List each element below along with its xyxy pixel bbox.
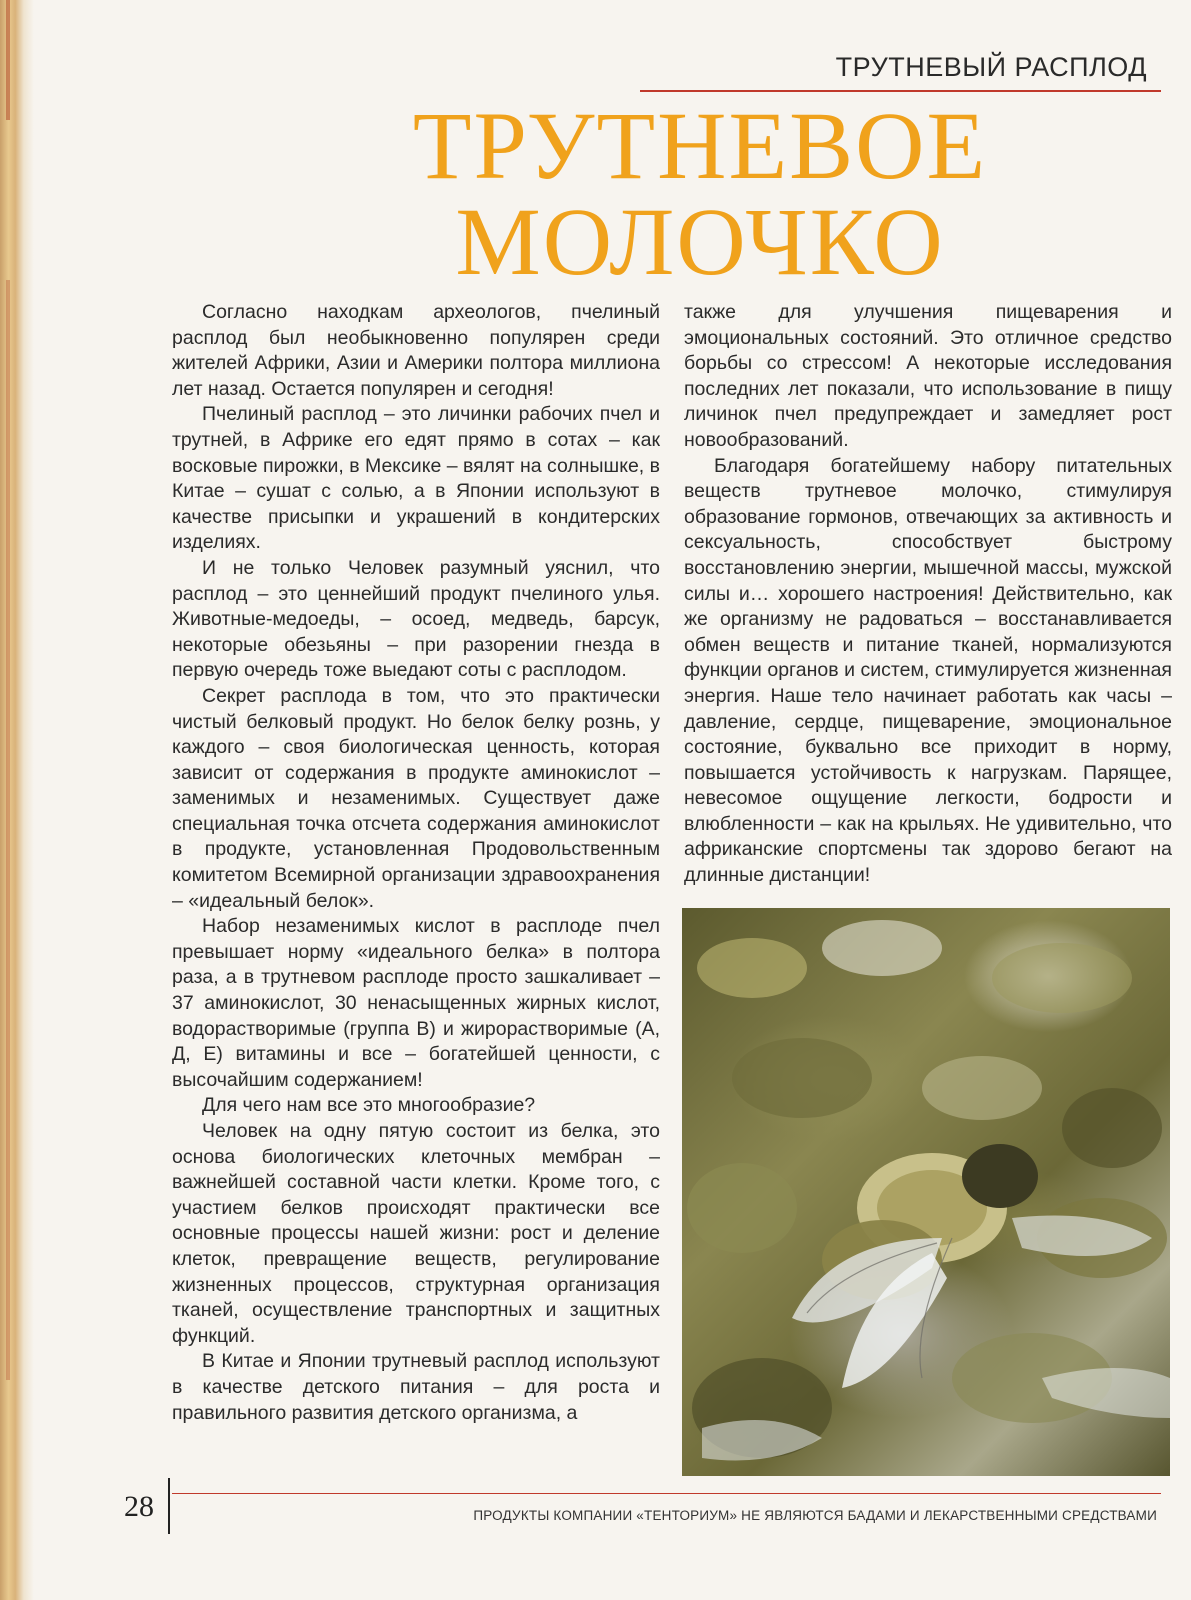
paragraph: В Китае и Японии трутневый расплод используют в качестве детского питания – для роста и правильного развития детского организма, а [172, 1350, 660, 1424]
paragraph: Набор незаменимых кислот в расплоде пчел превышает норму «идеального белка» в полтора раза, а в трутневом расплоде просто зашкаливает – 37 аминокислот, 30 ненасыщенных жирных кислот, водорастворимые (группа В) и жирорастворимые (А, Д, Е) витамины и все – богатейшей ценности, с высочайшим содержанием! [172, 915, 660, 1091]
section-label: ТРУТНЕВЫЙ РАСПЛОД [835, 52, 1147, 82]
article-title [400, 92, 1000, 295]
paragraph: И не только Человек разумный уяснил, что расплод – это ценнейший продукт пчелиного улья. Животные-медоеды, – осоед, медведь, барсук, некоторые обезьяны – при разорении гнезда в первую очередь тоже выедают соты с расплодом. [172, 556, 660, 682]
paragraph: Пчелиный расплод – это личинки рабочих пчел и трутней, в Африке его едят прямо в сотах – как восковые пирожки, в Мексике – вялят на солнышке, в Китае – сушат с солью, а в Японии используют в качестве присыпки и украшений в кондитерских изделиях. [172, 403, 660, 554]
footer-disclaimer: ПРОДУКТЫ КОМПАНИИ «ТЕНТОРИУМ» НЕ ЯВЛЯЮТСЯ БАДАМИ И ЛЕКАРСТВЕННЫМИ СРЕДСТВАМИ [473, 1508, 1157, 1523]
bees-photo [682, 908, 1170, 1476]
paragraph: Секрет расплода в том, что это практически чистый белковый продукт. Но белок белку рознь, у каждого – своя биологическая ценность, которая зависит от содержания в продукте аминокислот – заменимых и незаменимых. Существует даже специальная точка отсчета содержания аминокислот в продукте, установленная Продовольственным комитетом Всемирной организации здравоохранения – «идеальный белок». [172, 684, 660, 912]
footer-rule [172, 1493, 1161, 1494]
article-column-left [172, 300, 660, 1426]
title-line-1: ТРУТНЕВОЕ [412, 92, 988, 199]
paragraph: Человек на одну пятую состоит из белка, это основа биологических клеточных мембран – важнейшей составной части клетки. Кроме того, с участием белков происходят практически все основные процессы нашей жизни: рост и деление клеток, превращение веществ, регулирование жизненных процессов, структурная организация тканей, осуществление транспортных и защитных функций. [172, 1120, 660, 1347]
paragraph-continued: также для улучшения пищеварения и эмоциональных состояний. Это отличное средство борьбы со стрессом! А некоторые исследования последних лет показали, что использование в пищу личинок пчел предупреждает и замедляет рост новообразований. [684, 301, 1172, 451]
footer-vertical-rule [168, 1478, 170, 1534]
article-column-right [684, 300, 1172, 889]
title-line-2: МОЛОЧКО [455, 188, 945, 295]
paragraph: Благодаря богатейшему набору питательных веществ трутневое молочко, стимулируя образование гормонов, отвечающих за активность и сексуальность, способствует быстрому восстановлению энергии, мышечной массы, мужской силы и… хорошего настроения! Действительно, как же организму не радоваться – восстанавливается обмен веществ и питание тканей, нормализуются функции органов и систем, стимулируется жизненная энергия. Наше тело начинает работать как часы – давление, сердце, пищеварение, эмоциональное состояние, буквально все приходит в норму, повышается устойчивость к нагрузкам. Парящее, невесомое ощущение легкости, бодрости и влюбленности – как на крыльях. Не удивительно, что африканские спортсмены так здорово бегают на длинные дистанции! [684, 454, 1172, 887]
bees-illustration [682, 908, 1170, 1476]
paragraph: Для чего нам все это многообразие? [202, 1094, 536, 1117]
page-number: 28 [124, 1490, 154, 1523]
paragraph: Согласно находкам археологов, пчелиный расплод был необыкновенно популярен среди жителей Африки, Азии и Америки полтора миллиона лет назад. Остается популярен и сегодня! [172, 301, 660, 400]
